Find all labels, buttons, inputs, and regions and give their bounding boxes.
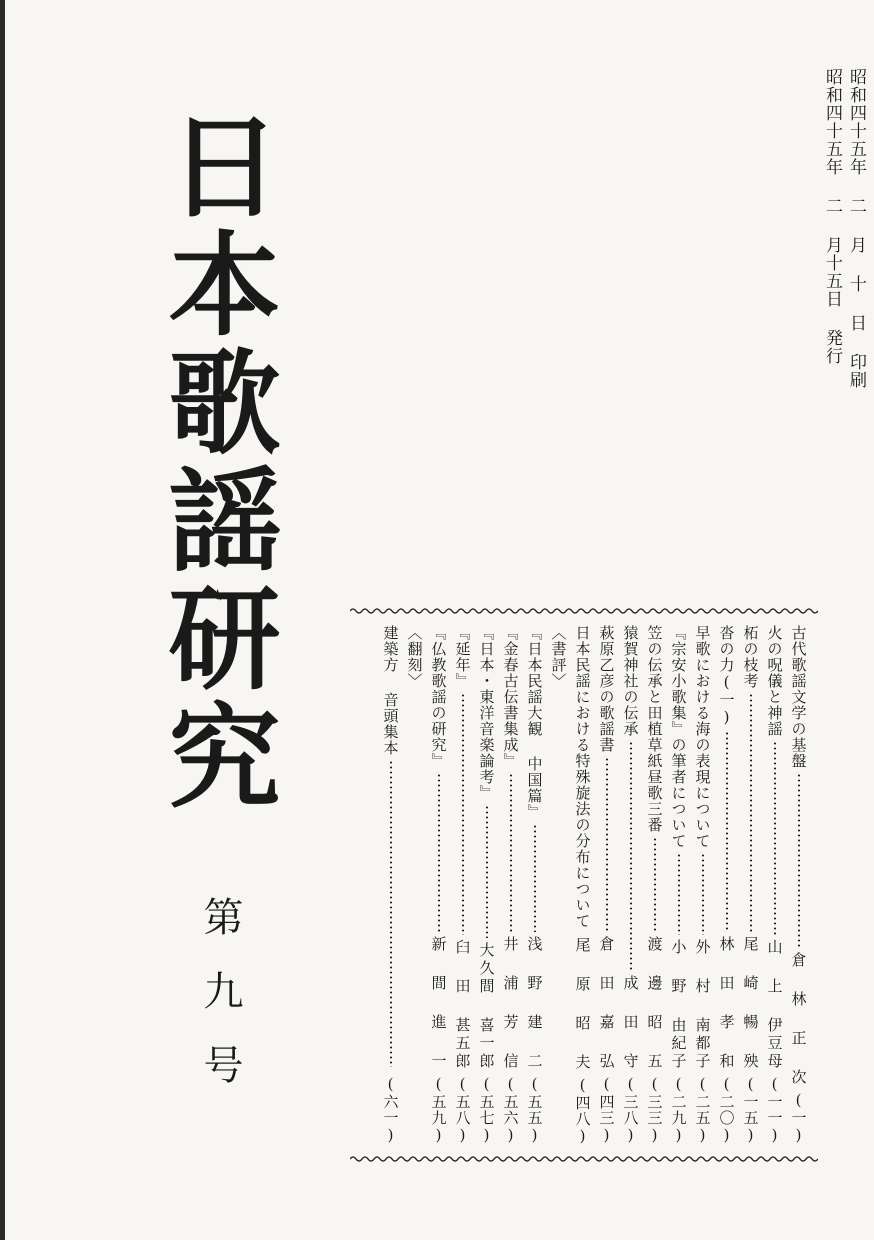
toc-title: 火の呪儀と神謡 [765, 625, 784, 737]
review-title: 『仏教歌謡の研究』 [429, 625, 448, 769]
toc-title: 笠の伝承と田植草紙昼歌三番 [645, 625, 664, 833]
publish-date: 昭和四十五年 二 月十五日 発行 [822, 68, 842, 365]
dot-leader [798, 773, 800, 948]
toc-title: 『宗安小歌集』の筆者について [669, 625, 688, 849]
toc-page: (一) [789, 1091, 808, 1145]
review-page: (五九) [429, 1075, 448, 1145]
review-entry [427, 625, 450, 1145]
toc-entry [619, 625, 642, 1145]
toc-title: 萩原乙彦の歌謡書 [597, 625, 616, 753]
review-page: (五七) [477, 1075, 496, 1145]
toc-page: (三八) [621, 1075, 640, 1145]
reprint-entry [379, 625, 402, 1145]
dot-leader [630, 741, 632, 971]
review-page: (五五) [525, 1075, 544, 1145]
dot-leader [654, 837, 656, 932]
toc-page: (二五) [693, 1075, 712, 1145]
toc-page: (一五) [741, 1075, 760, 1145]
toc-author: 山 上 伊豆母 [765, 939, 784, 1071]
dot-leader [726, 731, 728, 932]
review-page: (五六) [501, 1075, 520, 1145]
review-author: 浅 野 建 二 [525, 936, 544, 1071]
dot-leader [774, 741, 776, 935]
review-author: 大久間 喜一郎 [477, 942, 496, 1071]
toc-author: 小 野 由紀子 [669, 939, 688, 1071]
wavy-rule-bottom [350, 1154, 818, 1164]
dot-leader [750, 693, 752, 932]
review-heading: 〈書評〉 [549, 625, 568, 689]
reprint-heading-row [403, 625, 426, 1145]
toc-page: (一一) [765, 1075, 784, 1145]
toc-author: 尾 原 昭 夫 [573, 937, 592, 1072]
toc-title: 早歌における海の表現について [693, 625, 712, 849]
dot-leader [534, 824, 536, 932]
review-entry [475, 625, 498, 1145]
toc-page: (二九) [669, 1075, 688, 1145]
reprint-title: 建築方 音頭集本 [381, 625, 400, 756]
review-entry [451, 625, 474, 1145]
dot-leader [390, 760, 392, 1067]
dot-leader [510, 773, 512, 932]
review-heading-row [547, 625, 570, 1145]
toc-title: 柘の枝考 [741, 625, 760, 689]
toc-page: (四三) [597, 1075, 616, 1145]
reprint-heading: 〈翻刻〉 [405, 625, 424, 689]
toc-author: 渡 邊 昭 五 [645, 936, 664, 1071]
toc-author: 倉 田 嘉 弘 [597, 936, 616, 1071]
review-title: 『延年』 [453, 625, 472, 689]
toc-author: 倉 林 正 次 [789, 952, 808, 1087]
review-author: 臼 田 甚五郎 [453, 939, 472, 1071]
dot-leader [438, 773, 440, 932]
toc-author: 成 田 守 [621, 975, 640, 1071]
dot-leader [606, 757, 608, 932]
review-author: 井 浦 芳 信 [501, 936, 520, 1071]
review-entry [523, 625, 546, 1145]
toc-entry [667, 625, 690, 1145]
toc-entry [595, 625, 618, 1145]
review-title: 『日本民謡大観 中国篇』 [525, 625, 544, 820]
toc-entry [715, 625, 738, 1145]
toc-entry [643, 625, 666, 1145]
toc-entry [787, 625, 810, 1145]
review-entry [499, 625, 522, 1145]
dot-leader [678, 853, 680, 935]
review-title: 『日本・東洋音楽論考』 [477, 625, 496, 801]
toc-title: 猿賀神社の伝承 [621, 625, 640, 737]
table-of-contents [350, 625, 810, 1145]
toc-page: (二〇) [717, 1075, 736, 1145]
dot-leader [486, 805, 488, 938]
toc-entry [763, 625, 786, 1145]
colophon [814, 68, 868, 389]
print-date: 昭和四十五年 二 月 十 日 印刷 [846, 68, 866, 389]
toc-page: (四八) [573, 1076, 592, 1146]
dot-leader [462, 693, 464, 935]
toc-author: 林 田 孝 和 [717, 936, 736, 1071]
review-author: 新 間 進 一 [429, 936, 448, 1071]
toc-author: 外 村 南都子 [693, 939, 712, 1071]
toc-title: 古代歌謡文学の基盤 [789, 625, 808, 769]
wavy-rule-top [350, 606, 818, 616]
toc-title: 沓の力(一) [717, 625, 736, 727]
toc-title: 日本民謡における特殊旋法の分布について [573, 625, 592, 929]
reprint-page: (六一) [381, 1075, 400, 1145]
journal-title: 日本歌謡研究 [150, 108, 281, 816]
toc-entry [739, 625, 762, 1145]
toc-entry [571, 625, 594, 1145]
review-title: 『金春古伝書集成』 [501, 625, 520, 769]
review-page: (五八) [453, 1075, 472, 1145]
toc-page: (三三) [645, 1075, 664, 1145]
dot-leader [702, 853, 704, 935]
toc-entry [691, 625, 714, 1145]
issue-number: 第九号 [197, 896, 243, 1118]
page-edge [0, 0, 5, 1240]
toc-author: 尾 崎 暢 殃 [741, 936, 760, 1071]
